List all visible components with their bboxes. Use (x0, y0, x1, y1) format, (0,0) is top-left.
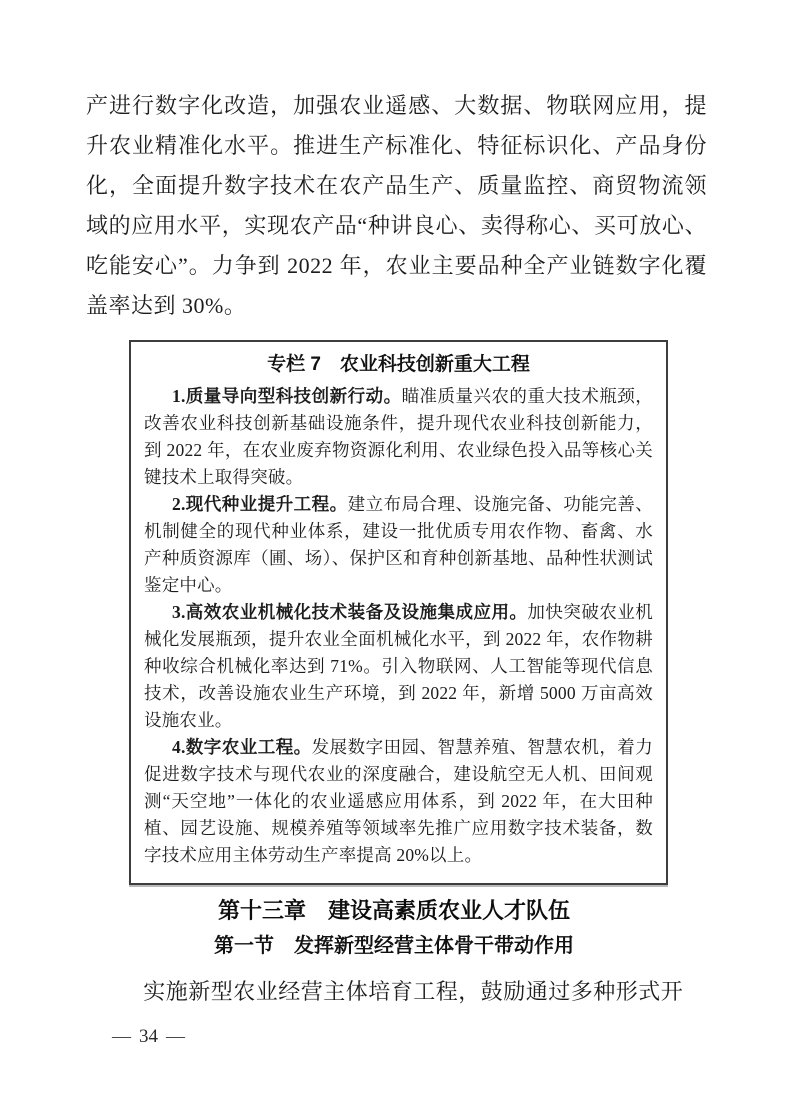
box-item-1-lead: 1.质量导向型科技创新行动。 (172, 386, 402, 406)
chapter-heading: 第十三章 建设高素质农业人才队伍 (217, 898, 570, 923)
box-item-2-lead: 2.现代种业提升工程。 (172, 494, 348, 514)
page-number: 34 (139, 1026, 158, 1047)
footer-dash-right: — (166, 1026, 185, 1047)
box-item-2-body: 建立布局合理、设施完备、功能完善、机制健全的现代种业体系，建设一批优质专用农作物、畜禽、水产种质资源库（圃、场）、保护区和育种创新基地、品种性状测试鉴定中心。 (144, 494, 653, 595)
box-item-1 (144, 383, 653, 491)
box-item-4-body: 发展数字田园、智慧养殖、智慧农机，着力促进数字技术与现代农业的深度融合，建设航空无人机、田间观测“天空地”一体化的农业遥感应用体系，到 2022 年，在大田种植、园艺设施、规模养殖等领域率先推广应用数字技术装备，数字技术应用主体劳动生产率提高 20%以上。 (144, 737, 653, 865)
box-item-3 (144, 599, 653, 734)
section-heading: 第一节 发挥新型经营主体骨干带动作用 (214, 935, 574, 957)
box-item-2 (144, 491, 653, 599)
box-item-3-body: 加快突破农业机械化发展瓶颈，提升农业全面机械化水平，到 2022 年，农作物耕种收综合机械化率达到 71%。引入物联网、人工智能等现代信息技术，改善设施农业生产环境，到 2022 年，新增 5000 万亩高效设施农业。 (144, 602, 653, 730)
intro-paragraph: 产进行数字化改造，加强农业遥感、大数据、物联网应用，提升农业精准化水平。推进生产标准化、特征标识化、产品身份化，全面提升数字技术在农产品生产、质量监控、商贸物流领域的应用水平，实现农产品“种讲良心、卖得称心、买可放心、吃能安心”。力争到 2022 年，农业主要品种全产业链数字化覆盖率达到 30%。 (86, 93, 707, 318)
box-item-1-body: 瞄准质量兴农的重大技术瓶颈，改善农业科技创新基础设施条件，提升现代农业科技创新能力，到 2022 年，在农业废弃物资源化利用、农业绿色投入品等核心关键技术上取得突破。 (144, 386, 653, 487)
box-item-3-lead: 3.高效农业机械化技术装备及设施集成应用。 (172, 602, 528, 622)
box-item-4-lead: 4.数字农业工程。 (172, 737, 312, 757)
special-column-box (129, 340, 668, 885)
footer-dash-left: — (112, 1026, 131, 1047)
box-title: 专栏 7 农业科技创新重大工程 (267, 354, 530, 375)
box-item-4 (144, 734, 653, 869)
page-footer (112, 1026, 185, 1048)
body-paragraph: 实施新型农业经营主体培育工程，鼓励通过多种形式开 (143, 979, 684, 1004)
